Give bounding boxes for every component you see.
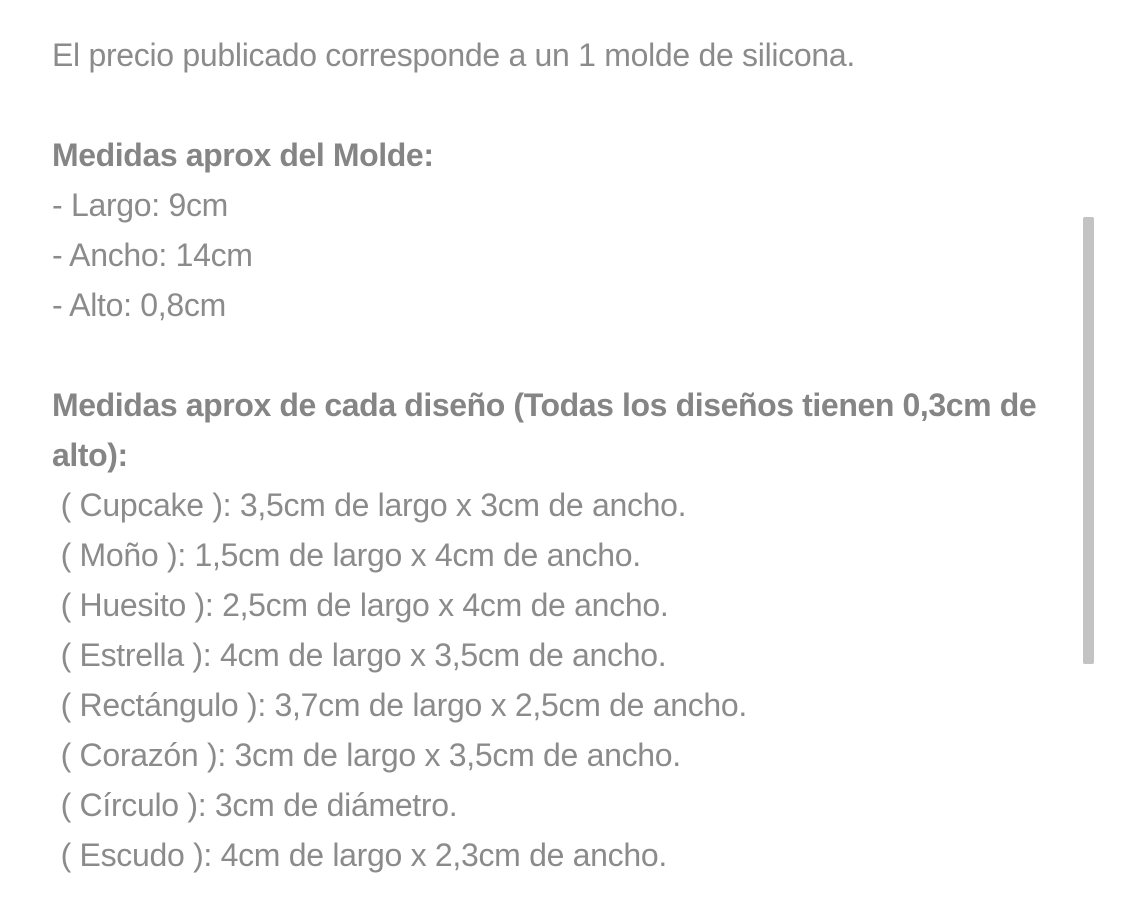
- mold-measure-ancho: - Ancho: 14cm: [52, 237, 253, 273]
- scrollbar-track: [1082, 0, 1095, 915]
- scrollbar-thumb[interactable]: [1083, 217, 1094, 664]
- design-measures-heading-line1: Medidas aprox de cada diseño (Todas los diseños tienen 0,3cm de: [52, 387, 1037, 423]
- design-measure-mono: ( Moño ): 1,5cm de largo x 4cm de ancho.: [52, 537, 641, 573]
- intro-line: El precio publicado corresponde a un 1 molde de silicona.: [52, 37, 855, 73]
- mold-measure-alto: - Alto: 0,8cm: [52, 287, 226, 323]
- design-measure-huesito: ( Huesito ): 2,5cm de largo x 4cm de ancho.: [52, 587, 669, 623]
- design-measure-circulo: ( Círculo ): 3cm de diámetro.: [52, 787, 458, 823]
- mold-measure-largo: - Largo: 9cm: [52, 187, 229, 223]
- design-measures-heading-line2: alto):: [52, 437, 128, 473]
- design-measure-estrella: ( Estrella ): 4cm de largo x 3,5cm de ancho.: [52, 637, 667, 673]
- design-measure-escudo: ( Escudo ): 4cm de largo x 2,3cm de ancho.: [52, 837, 667, 873]
- mold-measures-heading: Medidas aprox del Molde:: [52, 137, 434, 173]
- design-measure-rectangulo: ( Rectángulo ): 3,7cm de largo x 2,5cm de ancho.: [52, 687, 748, 723]
- design-measure-cupcake: ( Cupcake ): 3,5cm de largo x 3cm de ancho.: [52, 487, 687, 523]
- description-text-block: [52, 30, 1112, 880]
- design-measure-corazon: ( Corazón ): 3cm de largo x 3,5cm de ancho.: [52, 737, 681, 773]
